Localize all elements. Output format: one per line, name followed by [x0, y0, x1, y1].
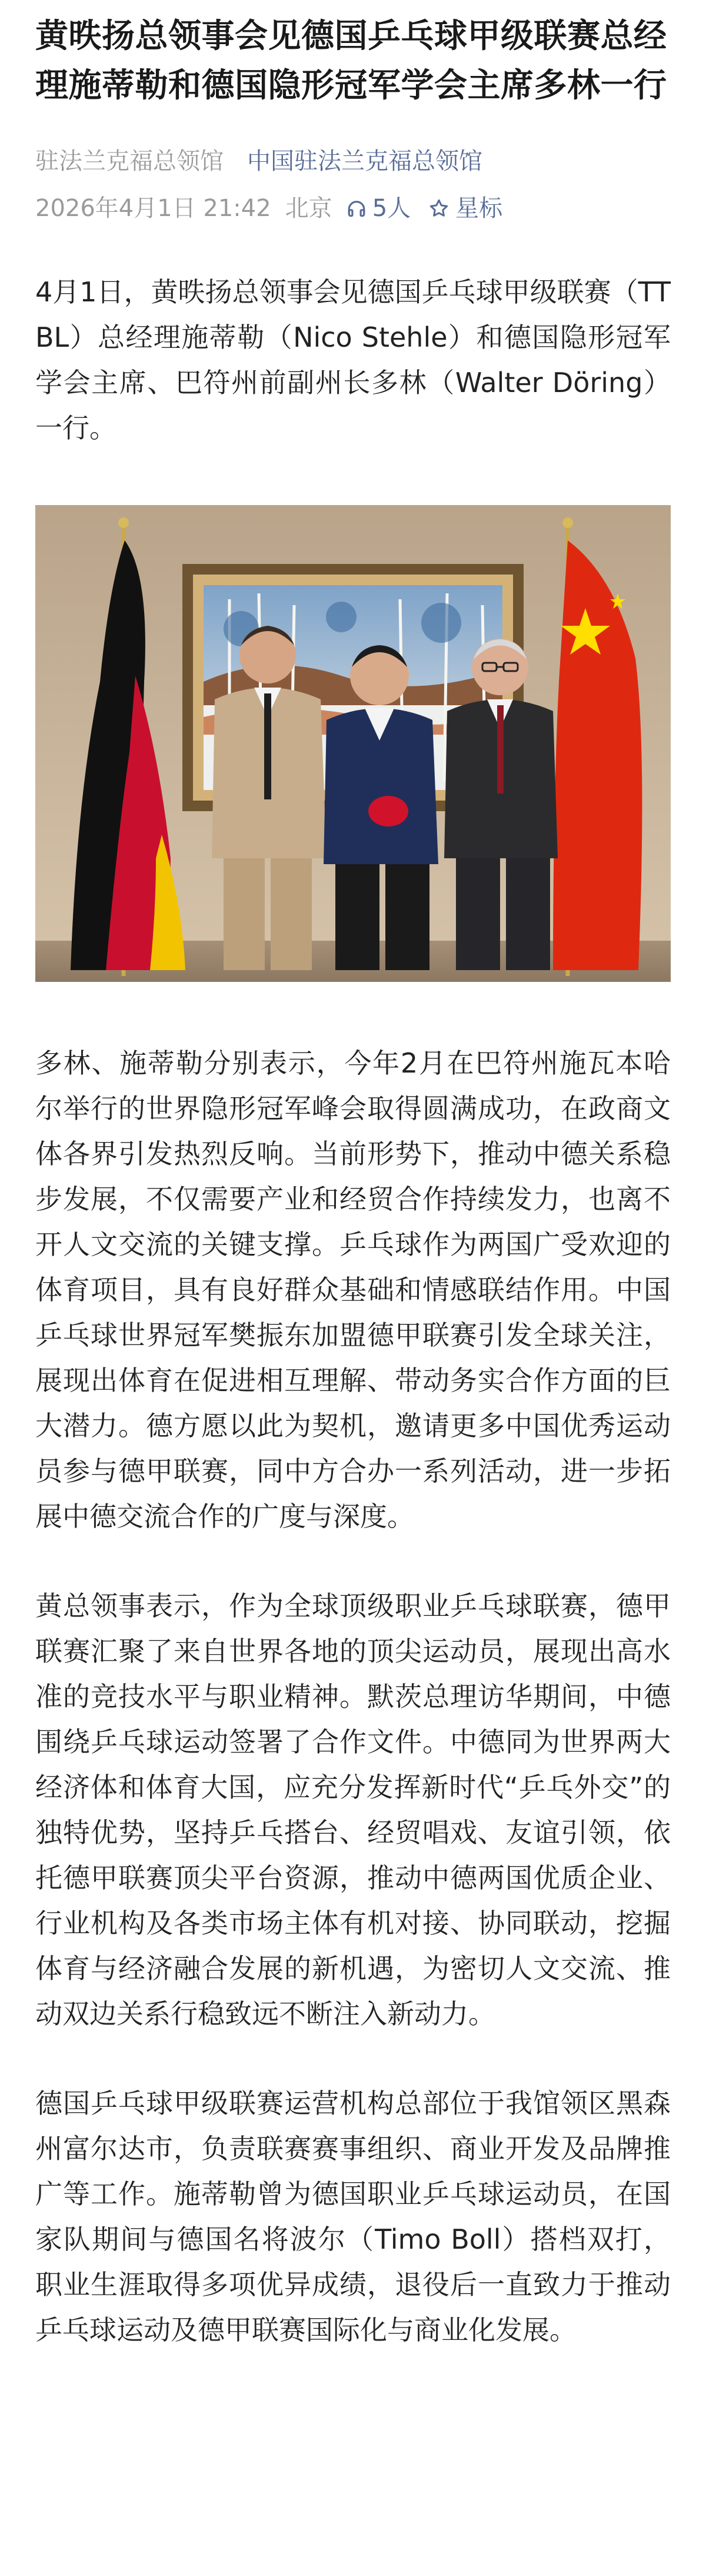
account-link[interactable]: 中国驻法兰克福总领馆	[247, 148, 482, 175]
paragraph-intro: 4月1日，黄昳扬总领事会见德国乒乓球甲级联赛（TTBL）总经理施蒂勒（Nico Stehle）和德国隐形冠军学会主席、巴符州前副州长多林（Walter Döring）一行。	[35, 276, 671, 444]
paragraph-consul-general: 黄总领事表示，作为全球顶级职业乒乓球联赛，德甲联赛汇聚了来自世界各地的顶尖运动员，展现出高水准的竞技水平与职业精神。默茨总理访华期间，中德围绕乒乓球运动签署了合作文件。中德同为世界两大经济体和体育大国，应充分发挥新时代“乒乓外交”的独特优势，坚持乒乓搭台、经贸唱戏、友谊引领，依托德甲联赛顶尖平台资源，推动中德两国优质企业、行业机构及各类市场主体有机对接、协同联动，挖掘体育与经济融合发展的新机遇，为密切人文交流、推动双边关系行稳致远不断注入新动力。	[35, 1590, 671, 2030]
listen-count: 5人	[372, 195, 411, 222]
headphones-icon	[347, 198, 367, 218]
article-content	[35, 12, 671, 2353]
paragraph-ttbl-background: 德国乒乓球甲级联赛运营机构总部位于我馆领区黑森州富尔达市，负责联赛赛事组织、商业开发及品牌推广等工作。施蒂勒曾为德国职业乒乓球运动员，在国家队期间与德国名将波尔（Timo Boll）搭档双打，职业生涯取得多项优异成绩，退役后一直致力于推动乒乓球运动及德甲联赛国际化与商业化发展。	[35, 2087, 671, 2346]
listen-button[interactable]	[347, 192, 411, 225]
meeting-photo	[35, 505, 671, 982]
article-title: 黄昳扬总领事会见德国乒乓球甲级联赛总经理施蒂勒和德国隐形冠军学会主席多林一行	[35, 17, 667, 105]
star-label: 星标	[455, 195, 503, 222]
meta-row	[35, 192, 671, 225]
source-name: 驻法兰克福总领馆	[35, 148, 224, 175]
source-row	[35, 145, 671, 178]
star-button[interactable]	[428, 192, 502, 225]
paragraph-german-side: 多林、施蒂勒分别表示，今年2月在巴符州施瓦本哈尔举行的世界隐形冠军峰会取得圆满成功，在政商文体各界引发热烈反响。当前形势下，推动中德关系稳步发展，不仅需要产业和经贸合作持续发力，也离不开人文交流的关键支撑。乒乓球作为两国广受欢迎的体育项目，具有良好群众基础和情感联结作用。中国乒乓球世界冠军樊振东加盟德甲联赛引发全球关注，展现出体育在促进相互理解、带动务实合作方面的巨大潜力。德方愿以此为契机，邀请更多中国优秀运动员参与德甲联赛，同中方合办一系列活动，进一步拓展中德交流合作的广度与深度。	[35, 1047, 671, 1532]
star-outline-icon	[428, 198, 449, 219]
publish-datetime: 2026年4月1日 21:42	[35, 195, 271, 222]
publish-location: 北京	[285, 195, 332, 222]
